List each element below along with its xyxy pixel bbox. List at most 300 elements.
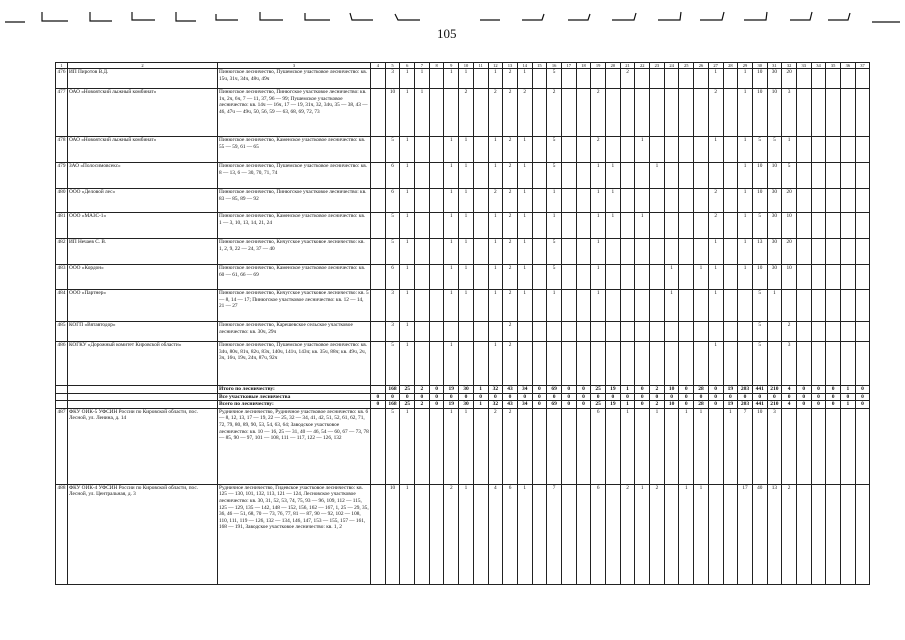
value-cell: 0 bbox=[576, 386, 591, 394]
value-cell bbox=[620, 163, 635, 189]
value-cell: 1 bbox=[606, 189, 621, 213]
value-cell bbox=[561, 322, 576, 342]
value-cell bbox=[415, 322, 430, 342]
value-cell bbox=[517, 408, 532, 484]
value-cell bbox=[694, 69, 709, 89]
table-row bbox=[56, 322, 870, 342]
value-cell: 0 bbox=[796, 393, 811, 401]
value-cell: 1 bbox=[444, 408, 459, 484]
value-cell: 0 bbox=[371, 393, 386, 401]
value-cell: 1 bbox=[708, 342, 723, 386]
value-cell bbox=[796, 290, 811, 322]
value-cell: 1 bbox=[591, 290, 606, 322]
value-cell: 1 bbox=[767, 290, 782, 322]
value-cell: 1 bbox=[517, 69, 532, 89]
value-cell: 1 bbox=[488, 69, 503, 89]
value-cell bbox=[371, 408, 386, 484]
tenant-name bbox=[68, 386, 218, 394]
value-cell bbox=[532, 290, 547, 322]
value-cell: 20 bbox=[782, 189, 797, 213]
value-cell: 1 bbox=[606, 163, 621, 189]
value-cell bbox=[841, 239, 856, 265]
value-cell bbox=[371, 322, 386, 342]
value-cell bbox=[679, 189, 694, 213]
value-cell bbox=[371, 189, 386, 213]
value-cell: 0 bbox=[738, 393, 753, 401]
value-cell: 5 bbox=[547, 69, 562, 89]
value-cell bbox=[855, 322, 870, 342]
tenant-name: КОГКУ «Дорожный комитет Кировской области» bbox=[68, 342, 218, 386]
row-number: 480 bbox=[56, 189, 68, 213]
value-cell bbox=[561, 69, 576, 89]
value-cell bbox=[855, 189, 870, 213]
value-cell: 7 bbox=[738, 408, 753, 484]
value-cell bbox=[855, 239, 870, 265]
value-cell: 2 bbox=[503, 239, 518, 265]
value-cell bbox=[723, 163, 738, 189]
value-cell bbox=[738, 290, 753, 322]
value-cell bbox=[561, 213, 576, 239]
column-number: 1 bbox=[56, 63, 68, 69]
value-cell bbox=[694, 239, 709, 265]
value-cell: 0 bbox=[429, 393, 444, 401]
value-cell bbox=[371, 484, 386, 584]
forest-location: Пинюгское лесничество, Пушемское участковое лесничество: кв. 15ч, 31ч, 34ч, 48ч, 49ч bbox=[218, 69, 371, 89]
value-cell: 0 bbox=[415, 393, 430, 401]
value-cell: 0 bbox=[855, 393, 870, 401]
value-cell: 0 bbox=[561, 393, 576, 401]
value-cell: 1 bbox=[591, 189, 606, 213]
row-number: 477 bbox=[56, 89, 68, 137]
table-row bbox=[56, 484, 870, 584]
value-cell bbox=[811, 213, 826, 239]
value-cell bbox=[796, 69, 811, 89]
value-cell: 30 bbox=[767, 265, 782, 290]
value-cell: 0 bbox=[576, 393, 591, 401]
tenant-name: ОАО «Новоятский лыжный комбинат» bbox=[68, 89, 218, 137]
value-cell bbox=[371, 386, 386, 394]
value-cell bbox=[723, 239, 738, 265]
value-cell bbox=[855, 137, 870, 163]
value-cell bbox=[635, 69, 650, 89]
value-cell: 5 bbox=[752, 342, 767, 386]
value-cell: 1 bbox=[488, 213, 503, 239]
value-cell bbox=[532, 69, 547, 89]
value-cell bbox=[532, 163, 547, 189]
value-cell bbox=[591, 342, 606, 386]
value-cell: 0 bbox=[650, 393, 665, 401]
value-cell bbox=[650, 89, 665, 137]
value-cell bbox=[620, 189, 635, 213]
value-cell bbox=[429, 290, 444, 322]
value-cell bbox=[473, 69, 488, 89]
value-cell bbox=[444, 89, 459, 137]
value-cell: 1 bbox=[547, 290, 562, 322]
value-cell bbox=[796, 163, 811, 189]
value-cell: 2 bbox=[488, 189, 503, 213]
value-cell: 0 bbox=[826, 393, 841, 401]
row-number: 478 bbox=[56, 137, 68, 163]
column-number: 35 bbox=[826, 63, 841, 69]
value-cell bbox=[811, 484, 826, 584]
value-cell: 30 bbox=[459, 386, 474, 394]
value-cell: 1 bbox=[444, 69, 459, 89]
value-cell: 1 bbox=[400, 189, 415, 213]
value-cell bbox=[826, 213, 841, 239]
forest-location: Рудничное лесничество, Рудничное участковое лесничество: кв. 6 — 8, 12, 13, 17 — 19, 22 — 25, 32 — 34, 41, 42, 51, 52, 61, 62, 71, 72, 79, 80, 89, 90, 53, 54, 63, 64; Заводское участковое лесничество: кв. 10 — 16, 25 — 31, 40 — 46, 54 — 60, 67 — 73, 78 — 85, 90 — 97, 101 — 108, 111 — 117, 122 — 126, 132 bbox=[218, 408, 371, 484]
table-row bbox=[56, 265, 870, 290]
summary-label: Итого по лесничеству: bbox=[218, 386, 371, 394]
value-cell bbox=[796, 213, 811, 239]
value-cell: 0 bbox=[459, 393, 474, 401]
value-cell: 0 bbox=[664, 393, 679, 401]
value-cell bbox=[371, 239, 386, 265]
value-cell bbox=[635, 342, 650, 386]
value-cell bbox=[429, 213, 444, 239]
value-cell: 5 bbox=[547, 239, 562, 265]
value-cell bbox=[532, 239, 547, 265]
value-cell: 2 bbox=[488, 408, 503, 484]
value-cell: 1 bbox=[444, 290, 459, 322]
value-cell: 1 bbox=[400, 137, 415, 163]
value-cell bbox=[620, 290, 635, 322]
value-cell: 0 bbox=[444, 393, 459, 401]
value-cell: 2 bbox=[503, 137, 518, 163]
value-cell bbox=[694, 189, 709, 213]
value-cell: 1 bbox=[400, 213, 415, 239]
value-cell: 1 bbox=[738, 239, 753, 265]
row-number: 485 bbox=[56, 322, 68, 342]
value-cell bbox=[415, 290, 430, 322]
value-cell bbox=[561, 239, 576, 265]
tenant-name: ООО «МАЗС-1» bbox=[68, 213, 218, 239]
value-cell bbox=[650, 69, 665, 89]
value-cell bbox=[664, 163, 679, 189]
column-number: 4 bbox=[371, 63, 386, 69]
value-cell bbox=[620, 342, 635, 386]
value-cell bbox=[606, 408, 621, 484]
value-cell bbox=[694, 89, 709, 137]
value-cell: 13 bbox=[752, 239, 767, 265]
column-number: 13 bbox=[503, 63, 518, 69]
value-cell: 43 bbox=[503, 401, 518, 409]
value-cell bbox=[371, 163, 386, 189]
value-cell bbox=[561, 408, 576, 484]
value-cell bbox=[723, 322, 738, 342]
value-cell bbox=[473, 137, 488, 163]
value-cell: 1 bbox=[664, 265, 679, 290]
value-cell: 3 bbox=[767, 408, 782, 484]
value-cell bbox=[371, 342, 386, 386]
forest-location: Пинюгское лесничество, Каменское участковое лесничество: кв. 1 — 3, 10, 13, 14, 21, 24 bbox=[218, 213, 371, 239]
value-cell: 1 bbox=[488, 342, 503, 386]
value-cell bbox=[679, 342, 694, 386]
value-cell bbox=[606, 89, 621, 137]
value-cell bbox=[473, 265, 488, 290]
value-cell: 2 bbox=[782, 322, 797, 342]
value-cell bbox=[694, 322, 709, 342]
row-number: 483 bbox=[56, 265, 68, 290]
value-cell: 0 bbox=[561, 401, 576, 409]
value-cell: 1 bbox=[459, 163, 474, 189]
value-cell bbox=[415, 213, 430, 239]
value-cell bbox=[782, 408, 797, 484]
value-cell bbox=[488, 322, 503, 342]
column-number: 7 bbox=[415, 63, 430, 69]
value-cell bbox=[561, 189, 576, 213]
value-cell: 1 bbox=[738, 89, 753, 137]
value-cell bbox=[561, 342, 576, 386]
value-cell: 2 bbox=[415, 401, 430, 409]
value-cell: 10 bbox=[664, 386, 679, 394]
value-cell: 10 bbox=[767, 163, 782, 189]
value-cell: 1 bbox=[459, 290, 474, 322]
value-cell: 1 bbox=[738, 163, 753, 189]
value-cell bbox=[606, 265, 621, 290]
value-cell bbox=[738, 322, 753, 342]
value-cell bbox=[826, 89, 841, 137]
value-cell: 0 bbox=[679, 393, 694, 401]
row-number bbox=[56, 386, 68, 394]
value-cell: 1 bbox=[488, 239, 503, 265]
value-cell: 5 bbox=[547, 265, 562, 290]
value-cell: 0 bbox=[385, 393, 400, 401]
value-cell: 28 bbox=[694, 386, 709, 394]
value-cell: 10 bbox=[752, 69, 767, 89]
value-cell: 1 bbox=[444, 265, 459, 290]
value-cell: 0 bbox=[694, 393, 709, 401]
value-cell: 210 bbox=[767, 401, 782, 409]
value-cell: 0 bbox=[561, 386, 576, 394]
value-cell bbox=[532, 213, 547, 239]
value-cell bbox=[796, 189, 811, 213]
value-cell: 0 bbox=[429, 386, 444, 394]
value-cell: 2 bbox=[503, 342, 518, 386]
value-cell: 1 bbox=[620, 408, 635, 484]
value-cell bbox=[429, 189, 444, 213]
value-cell: 1 bbox=[444, 137, 459, 163]
value-cell: 1 bbox=[400, 484, 415, 584]
value-cell bbox=[811, 342, 826, 386]
value-cell bbox=[635, 290, 650, 322]
column-number: 16 bbox=[547, 63, 562, 69]
value-cell bbox=[826, 342, 841, 386]
value-cell: 1 bbox=[591, 239, 606, 265]
value-cell: 0 bbox=[782, 393, 797, 401]
value-cell: 10 bbox=[752, 89, 767, 137]
value-cell: 1 bbox=[400, 265, 415, 290]
value-cell bbox=[708, 163, 723, 189]
value-cell bbox=[694, 213, 709, 239]
value-cell: 1 bbox=[738, 213, 753, 239]
value-cell bbox=[561, 137, 576, 163]
value-cell bbox=[855, 213, 870, 239]
tenant-name: ЗАО «Полосимовсекс» bbox=[68, 163, 218, 189]
column-number: 25 bbox=[679, 63, 694, 69]
value-cell: 2 bbox=[517, 89, 532, 137]
value-cell bbox=[841, 89, 856, 137]
value-cell bbox=[694, 137, 709, 163]
column-number: 2 bbox=[68, 63, 218, 69]
value-cell bbox=[576, 322, 591, 342]
column-number: 29 bbox=[738, 63, 753, 69]
value-cell bbox=[723, 213, 738, 239]
value-cell: 1 bbox=[694, 265, 709, 290]
value-cell: 1 bbox=[708, 137, 723, 163]
value-cell: 168 bbox=[385, 401, 400, 409]
value-cell bbox=[723, 137, 738, 163]
value-cell: 2 bbox=[503, 89, 518, 137]
value-cell: 1 bbox=[400, 408, 415, 484]
value-cell: 0 bbox=[811, 401, 826, 409]
row-number: 481 bbox=[56, 213, 68, 239]
value-cell: 6 bbox=[503, 484, 518, 584]
forest-location: Пинюгское лесничество, Кичугское участковое лесничество: кв. 1, 2, 9, 22 — 24, 37 — 40 bbox=[218, 239, 371, 265]
value-cell bbox=[767, 322, 782, 342]
value-cell bbox=[826, 69, 841, 89]
value-cell bbox=[826, 484, 841, 584]
value-cell bbox=[635, 189, 650, 213]
tenant-name: ОАО «Новоятский лыжный комбинат» bbox=[68, 137, 218, 163]
tenant-name: ИП Пиротов В.Д. bbox=[68, 69, 218, 89]
value-cell bbox=[576, 239, 591, 265]
value-cell: 0 bbox=[679, 386, 694, 394]
value-cell bbox=[811, 408, 826, 484]
value-cell bbox=[826, 408, 841, 484]
value-cell: 0 bbox=[635, 386, 650, 394]
table-row bbox=[56, 213, 870, 239]
value-cell bbox=[811, 239, 826, 265]
value-cell bbox=[855, 484, 870, 584]
value-cell bbox=[517, 342, 532, 386]
column-number: 19 bbox=[591, 63, 606, 69]
value-cell: 1 bbox=[400, 89, 415, 137]
value-cell: 1 bbox=[620, 401, 635, 409]
value-cell bbox=[796, 265, 811, 290]
summary-label: Все участковые лесничества bbox=[218, 393, 371, 401]
value-cell: 10 bbox=[752, 265, 767, 290]
value-cell: 1 bbox=[841, 401, 856, 409]
row-number bbox=[56, 393, 68, 401]
column-number: 34 bbox=[811, 63, 826, 69]
value-cell: 2 bbox=[444, 484, 459, 584]
value-cell: 30 bbox=[767, 69, 782, 89]
value-cell: 17 bbox=[738, 484, 753, 584]
value-cell: 1 bbox=[444, 213, 459, 239]
value-cell: 2 bbox=[503, 189, 518, 213]
value-cell bbox=[723, 290, 738, 322]
tenant-name: ООО «Партнер» bbox=[68, 290, 218, 322]
forest-location: Пинюгское лесничество, Пинюгское участковое лесничество: кв. 83 — 85, 89 — 92 bbox=[218, 189, 371, 213]
value-cell: 5 bbox=[782, 163, 797, 189]
value-cell: 1 bbox=[650, 408, 665, 484]
forest-location: Пинюгское лесничество, Пушемское участковое лесничество: кв. 8 — 13, 6 — 30, 70, 71, 74 bbox=[218, 163, 371, 189]
value-cell: 10 bbox=[752, 189, 767, 213]
forest-location: Пинюгское лесничество, Кичугское участковое лесничество: кв. 5 — 8, 14 — 17; Пинюгское участковое лесничество: кв. 12 — 14, 21 — 27 bbox=[218, 290, 371, 322]
column-number: 14 bbox=[517, 63, 532, 69]
value-cell: 2 bbox=[488, 89, 503, 137]
value-cell bbox=[576, 290, 591, 322]
value-cell: 0 bbox=[606, 393, 621, 401]
forest-location: Пинюгское лесничество, Каменское участковое лесничество: кв. 60 — 61, 66 — 69 bbox=[218, 265, 371, 290]
value-cell bbox=[576, 408, 591, 484]
value-cell: 0 bbox=[767, 393, 782, 401]
value-cell bbox=[826, 137, 841, 163]
value-cell: 1 bbox=[591, 265, 606, 290]
value-cell: 0 bbox=[679, 401, 694, 409]
value-cell: 1 bbox=[841, 386, 856, 394]
value-cell: 6 bbox=[385, 265, 400, 290]
value-cell: 210 bbox=[767, 386, 782, 394]
table-row bbox=[56, 163, 870, 189]
value-cell: 32 bbox=[488, 401, 503, 409]
value-cell: 7 bbox=[547, 484, 562, 584]
value-cell: 5 bbox=[547, 163, 562, 189]
value-cell bbox=[459, 342, 474, 386]
value-cell: 1 bbox=[459, 213, 474, 239]
value-cell: 19 bbox=[606, 401, 621, 409]
value-cell: 1 bbox=[679, 408, 694, 484]
value-cell bbox=[826, 189, 841, 213]
value-cell: 1 bbox=[444, 342, 459, 386]
value-cell bbox=[635, 89, 650, 137]
row-number: 488 bbox=[56, 484, 68, 584]
row-number: 486 bbox=[56, 342, 68, 386]
value-cell bbox=[576, 484, 591, 584]
column-number: 20 bbox=[606, 63, 621, 69]
tenant-name: ООО «Деловой лес» bbox=[68, 189, 218, 213]
value-cell: 0 bbox=[855, 401, 870, 409]
value-cell: 2 bbox=[547, 89, 562, 137]
row-number: 484 bbox=[56, 290, 68, 322]
value-cell: 1 bbox=[400, 322, 415, 342]
value-cell bbox=[576, 163, 591, 189]
value-cell bbox=[532, 265, 547, 290]
value-cell bbox=[664, 189, 679, 213]
value-cell: 10 bbox=[752, 163, 767, 189]
value-cell: 1 bbox=[473, 386, 488, 394]
value-cell bbox=[708, 322, 723, 342]
value-cell: 10 bbox=[752, 408, 767, 484]
value-cell bbox=[796, 322, 811, 342]
value-cell bbox=[473, 342, 488, 386]
value-cell bbox=[796, 408, 811, 484]
column-number: 10 bbox=[459, 63, 474, 69]
value-cell: 2 bbox=[708, 189, 723, 213]
value-cell bbox=[664, 69, 679, 89]
value-cell: 5 bbox=[385, 137, 400, 163]
column-number: 15 bbox=[532, 63, 547, 69]
value-cell bbox=[679, 322, 694, 342]
table-row bbox=[56, 239, 870, 265]
value-cell bbox=[811, 163, 826, 189]
value-cell: 0 bbox=[517, 393, 532, 401]
value-cell bbox=[841, 265, 856, 290]
value-cell: 1 bbox=[723, 408, 738, 484]
value-cell bbox=[473, 484, 488, 584]
row-number: 479 bbox=[56, 163, 68, 189]
value-cell: 6 bbox=[385, 163, 400, 189]
value-cell: 2 bbox=[650, 386, 665, 394]
value-cell bbox=[532, 408, 547, 484]
tenant-name bbox=[68, 393, 218, 401]
value-cell: 1 bbox=[547, 213, 562, 239]
value-cell bbox=[811, 322, 826, 342]
forest-location: Рудничное лесничество, Гидевское участковое лесничество: кв. 125 — 130, 101, 132, 113, 121 — 124, Лесновское участковое лесничество: кв. 30, 31, 52, 53, 74, 75, 93 — 96, 109, 112 — 115, 125 — 129, 135 — 142, 148 — 152, 156, 162 — 167, 1, 25 — 29, 35, 36, 46 — 51, 68, 70 — 73, 76, 77, 81 — 87, 90 — 92, 102 — 108, 110, 111, 119 — 126, 132 — 134, 146, 147, 153 — 155, 157 — 161, 168 — 191, Заводское участковое лесничество: кв. 1, 2 bbox=[218, 484, 371, 584]
ledger-table bbox=[55, 62, 870, 585]
value-cell bbox=[561, 163, 576, 189]
summary-row bbox=[56, 393, 870, 401]
